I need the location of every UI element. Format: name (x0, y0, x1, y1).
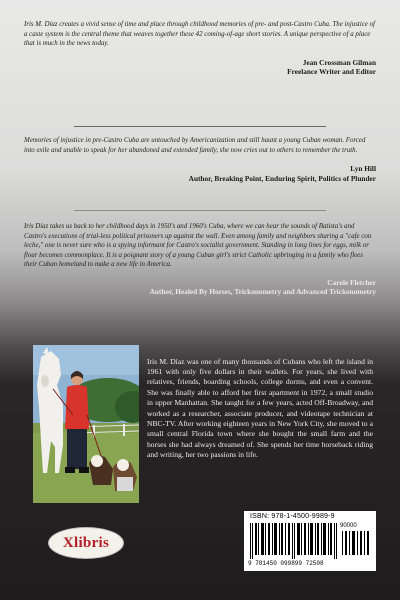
quote-text: Iris Díaz takes us back to her childhood days in 1950's and 1960's Cuba, where we can hear the sounds of Batista's and Castro's executions of trial-less political prisoners up against the wall. Even among family and neighbors sharing a "cafe con leche," one is never sure who is a spying informant for Castro's socialist government. Standing in long lines for eggs, milk or flour becomes commonplace. It is a poignant story of a young Cuban girl's strict Catholic upbringing in a family who flees their Cuban homeland to make a new life in America. (24, 223, 372, 269)
isbn-barcode (244, 511, 376, 571)
quote-author-title: Author, Breaking Point, Enduring Spirit, Politics of Plunder (188, 173, 376, 183)
quote-author-title: Author, Healed By Horses, Trickonometry and Advanced Trickonometry (149, 287, 376, 297)
quote-text: Iris M. Díaz creates a vivid sense of time and place through childhood memories of pre- and post-Castro Cuba. The injustice of a caste system is the central theme that weaves together these 42 coming-of-age short stories. A unique perspective of a place that is much in the news today. (24, 21, 375, 48)
review-quote-2 (24, 136, 376, 183)
quote-author: Lyn Hill (350, 164, 376, 174)
quote-text: Memories of injustice in pre-Castro Cuba are untouched by Americanization and still haunt a young Cuban woman. Forced into exile and unable to speak for her abandoned and extended family, she now cries out to others to remember the truth. (24, 137, 366, 154)
quote-author: Jean Crossman Gilman (302, 57, 376, 67)
quote-author-title: Freelance Writer and Editor (287, 67, 376, 77)
publisher-logo (48, 527, 124, 559)
author-photo (33, 345, 139, 503)
barcode-bars (250, 523, 338, 559)
divider (74, 126, 326, 127)
price-barcode-bars (342, 531, 372, 561)
isbn-digits: 9 781450 099899 72508 (248, 560, 324, 567)
review-quote-3 (24, 222, 376, 297)
quote-author: Carole Fletcher (327, 277, 376, 287)
review-quote-1 (24, 20, 376, 77)
isbn-label: ISBN: 978-1-4500-9989-9 (250, 513, 335, 520)
author-bio: Iris M. Díaz was one of many thousands of Cubans who left the island in 1961 with only five dollars in their wallets. For years, she lived with relatives, friends, boarding schools, college dorms, and even a convent. She was finally able to afford her first apartment in 1972, a small studio in upper Manhattan. She taught for a few years, acted Off-Broadway, and worked as a researcher, associate producer, and videotape technician at NBC-TV. After working eighteen years in New York City, she moved to a small central Florida town where she bought the small farm and the horses she had always dreamed of. She spends her time horseback riding and writing, her two passions in life. (147, 356, 373, 460)
publisher-logo-text: Xlibris (62, 534, 110, 551)
isbn-price-code: 90000 (340, 523, 357, 529)
divider (74, 210, 326, 211)
